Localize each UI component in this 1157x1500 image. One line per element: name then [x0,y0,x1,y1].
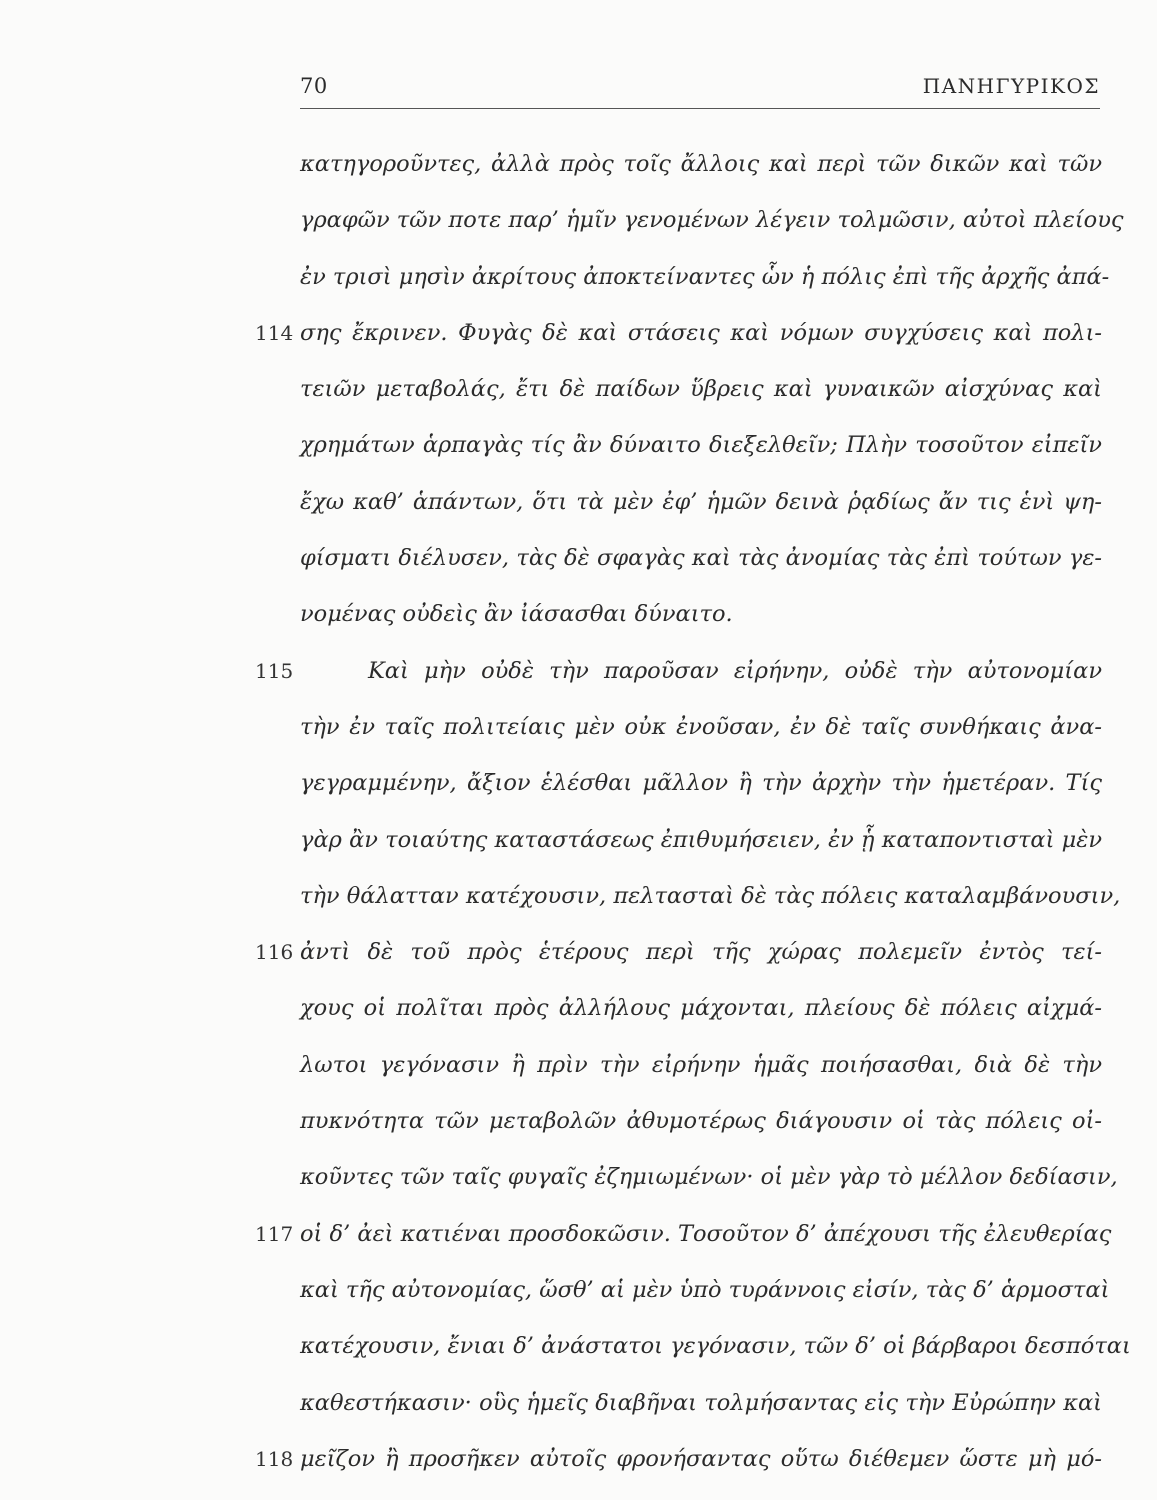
text-line [255,305,1102,361]
page-number: 70 [300,74,328,98]
line-text: τειῶν μεταβολάς, ἔτι δὲ παίδων ὕβρεις καὶ γυναικῶν αἰσχύνας καὶ [300,376,1102,403]
text-line [300,586,1102,642]
line-text: κοῦντες τῶν ταῖς φυγαῖς ἐζημιωμένων· οἱ μὲν γὰρ τὸ μέλλον δεδίασιν, [300,1164,1118,1191]
line-text: νομένας οὐδεὶς ἂν ἰάσασθαι δύναιτο. [300,601,733,628]
text-line [300,417,1102,473]
text-line [300,868,1121,924]
text-line [300,530,1102,586]
line-text: μεῖζον ἢ προσῆκεν αὐτοῖς φρονήσαντας οὕτω διέθεμεν ὥστε μὴ μό- [300,1445,1102,1472]
line-text: γὰρ ἂν τοιαύτης καταστάσεως ἐπιθυμήσειεν, ἐν ᾗ καταποντισταὶ μὲν [300,826,1102,853]
line-text: τὴν θάλατταν κατέχουσιν, πελτασταὶ δὲ τὰς πόλεις καταλαμβάνουσιν, [300,882,1121,909]
line-text: τὴν ἐν ταῖς πολιτείαις μὲν οὐκ ἐνοῦσαν, ἐν δὲ ταῖς συνθήκαις ἀνα- [300,713,1102,740]
line-text: γραφῶν τῶν ποτε παρ’ ἡμῖν γενομένων λέγειν τολμῶσιν, αὐτοὶ πλείους [300,207,1124,234]
line-text: καὶ τῆς αὐτονομίας, ὥσθ’ αἱ μὲν ὑπὸ τυράννοις εἰσίν, τὰς δ’ ἁρμοσταὶ [300,1276,1110,1303]
section-number: 117 [255,1221,294,1246]
text-line [300,980,1102,1036]
header-rule [300,108,1100,109]
text-line [255,924,1102,980]
running-title: ΠΑΝΗΓΥΡΙΚΟΣ [922,74,1100,98]
text-line [300,755,1102,811]
greek-text-body [255,136,1131,1487]
section-number: 116 [255,940,294,965]
text-line [300,474,1102,530]
text-line [300,699,1102,755]
text-line [300,1375,1102,1431]
text-line [300,192,1124,248]
text-line [300,812,1102,868]
text-line [255,643,1102,699]
text-line [300,1093,1102,1149]
line-text: γεγραμμένην, ἄξιον ἑλέσθαι μᾶλλον ἢ τὴν ἀρχὴν τὴν ἡμετέραν. Τίς [300,770,1102,797]
section-number: 115 [255,658,294,683]
line-text: χρημάτων ἁρπαγὰς τίς ἂν δύναιτο διεξελθεῖν; Πλὴν τοσοῦτον εἰπεῖν [300,432,1102,459]
text-line [300,1318,1131,1374]
text-line [255,1206,1112,1262]
text-line [300,1262,1110,1318]
line-text: καθεστήκασιν· οὓς ἡμεῖς διαβῆναι τολμήσαντας εἰς τὴν Εὐρώπην καὶ [300,1389,1102,1416]
line-text: οἱ δ’ ἀεὶ κατιέναι προσδοκῶσιν. Τοσοῦτον δ’ ἀπέχουσι τῆς ἐλευθερίας [300,1220,1112,1247]
text-line [300,249,1110,305]
section-number: 114 [255,320,294,345]
line-text: κατηγοροῦντες, ἀλλὰ πρὸς τοῖς ἄλλοις καὶ περὶ τῶν δικῶν καὶ τῶν [300,151,1102,177]
line-text: ἐν τρισὶ μησὶν ἀκρίτους ἀποκτείναντες ὧν ἡ πόλις ἐπὶ τῆς ἀρχῆς ἀπά- [300,263,1110,290]
text-line [300,1149,1118,1205]
line-text: φίσματι διέλυσεν, τὰς δὲ σφαγὰς καὶ τὰς ἀνομίας τὰς ἐπὶ τούτων γε- [300,545,1102,572]
line-text: λωτοι γεγόνασιν ἢ πρὶν τὴν εἰρήνην ἡμᾶς ποιήσασθαι, διὰ δὲ τὴν [300,1051,1102,1078]
line-text: σης ἔκρινεν. Φυγὰς δὲ καὶ στάσεις καὶ νόμων συγχύσεις καὶ πολι- [300,319,1102,346]
line-text: ἀντὶ δὲ τοῦ πρὸς ἑτέρους περὶ τῆς χώρας πολεμεῖν ἐντὸς τεί- [300,939,1102,966]
text-line [255,1431,1102,1487]
line-text: Καὶ μὴν οὐδὲ τὴν παροῦσαν εἰρήνην, οὐδὲ τὴν αὐτονομίαν [368,657,1102,684]
text-line [300,136,1102,192]
section-number: 118 [255,1446,294,1471]
line-text: κατέχουσιν, ἔνιαι δ’ ἀνάστατοι γεγόνασιν, τῶν δ’ οἱ βάρβαροι δεσπόται [300,1333,1131,1360]
line-text: χους οἱ πολῖται πρὸς ἀλλήλους μάχονται, πλείους δὲ πόλεις αἰχμά- [300,995,1102,1022]
text-line [300,361,1102,417]
line-text: πυκνότητα τῶν μεταβολῶν ἀθυμοτέρως διάγουσιν οἱ τὰς πόλεις οἰ- [300,1108,1102,1135]
text-line [300,1037,1102,1093]
line-text: ἔχω καθ’ ἁπάντων, ὅτι τὰ μὲν ἐφ’ ἡμῶν δεινὰ ῥᾳδίως ἄν τις ἑνὶ ψη- [300,488,1102,515]
